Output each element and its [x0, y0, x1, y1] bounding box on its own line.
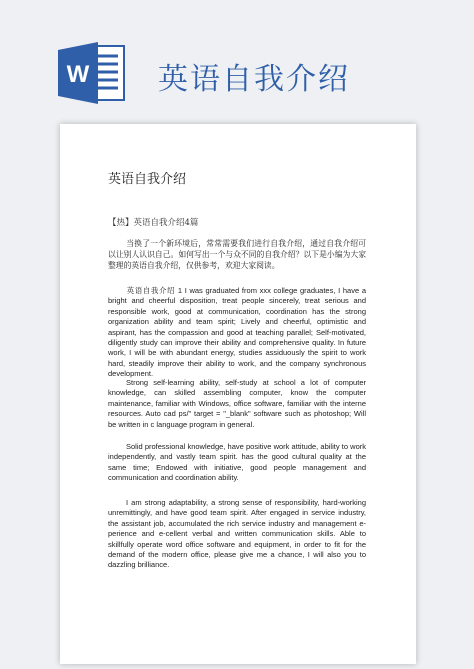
word-document-icon — [58, 42, 126, 104]
header-title: 英语自我介绍 — [158, 62, 350, 97]
paragraph-3: Solid professional knowledge, have positive work attitude, ability to work independently, and vastly team spirit. has the good cultural quality at the same time; Endowed with initiative, good people management and communication and coordination ability. — [108, 442, 366, 483]
paragraph-1: 英语自我介绍 1 I was graduated from xxx college graduates, I have a bright and cheerful disposition, treat people sincerely, treat serious and responsible work, good at communication, coordination has the strong organization ability and team spirit; Lively and cheerful, optimistic and aspirant, has the compassion and good at teaching parallel; Self-motivated, diligently study can improve their ability and comprehensive quality. In future work, I will be with abundant energy, studies assiduously the spirit to work hard, steadily improve their ability to work, and the company synchronous development. — [108, 286, 366, 379]
paragraph-2: Strong self-learning ability, self-study at school a lot of computer knowledge, can skilled assembling computer, know the computer maintenance, familiar with Windows, office software, familiar with the interne resources. Auto cad ps/" target = "_blank" software such as photoshop; Will be written in c language program in general. — [108, 378, 366, 429]
document-title: 英语自我介绍 — [108, 172, 187, 187]
document-toc-line: 【热】英语自我介绍4篇 — [108, 218, 199, 228]
document-page — [60, 124, 416, 664]
word-logo-letter: W — [66, 61, 90, 88]
paragraph-intro: 当换了一个新环境后，常常需要我们进行自我介绍，通过自我介绍可以让别人认识自己。如何写出一个与众不同的自我介绍？以下是小编为大家整理的英语自我介绍，仅供参考，欢迎大家阅读。 — [108, 239, 366, 270]
paragraph-4: I am strong adaptability, a strong sense of responsibility, hard-working unremittingly, and have good team spirit. After engaged in service industry, the assistant job, accumulated the rich service industry and management e-perience and e-cellent verbal and written communication skills. Able to skillfully operate word office software and equipment, in order to fit for the demand of the modern office, please give me a chance, I will also you to dazzling brilliance. — [108, 498, 366, 570]
header-banner — [0, 0, 474, 118]
